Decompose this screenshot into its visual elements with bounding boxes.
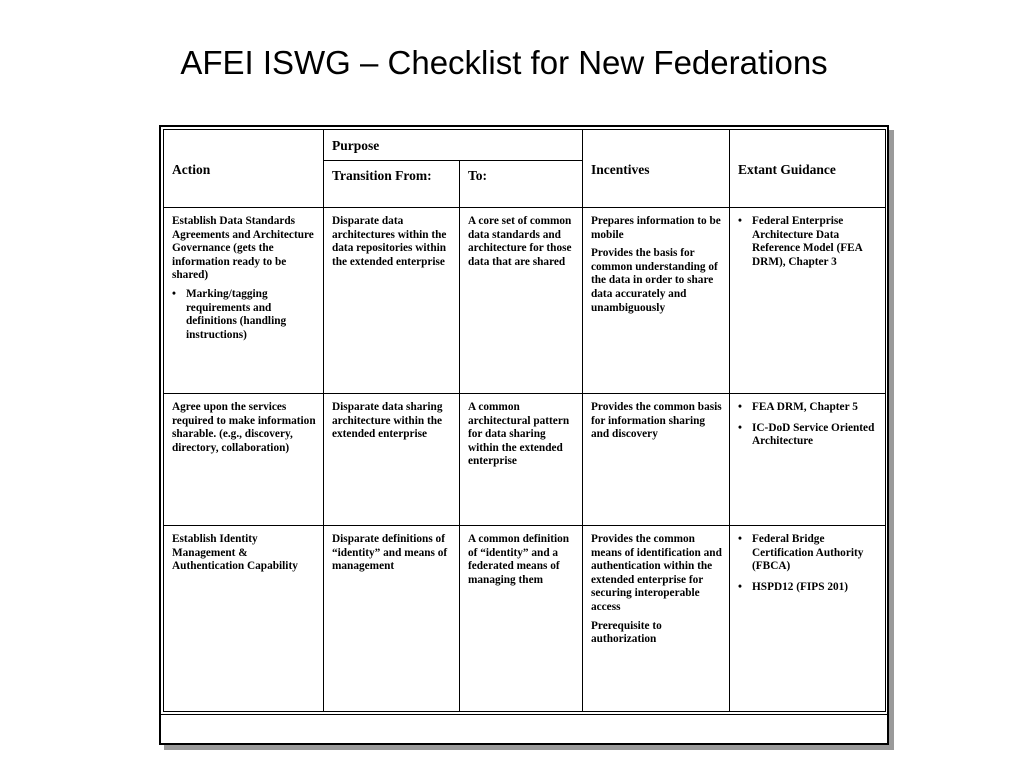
incentives-cell (583, 394, 730, 526)
incentive-text: Provides the common basis for information sharing and discovery (591, 401, 722, 441)
incentive-text: Provides the common means of identification and authentication within the extended enterprise for securing interoperable access (591, 533, 722, 613)
guidance-item: • FEA DRM, Chapter 5 (738, 401, 879, 415)
header-purpose: Purpose (324, 130, 583, 161)
guidance-list (738, 533, 879, 594)
action-cell: Agree upon the services required to make information sharable. (e.g., discovery, directory, collaboration) (164, 394, 324, 526)
checklist-table-frame (159, 125, 889, 745)
action-text: Establish Data Standards Agreements and Architecture Governance (gets the information ready to be shared) (172, 215, 314, 282)
guidance-item: • HSPD12 (FIPS 201) (738, 581, 879, 595)
incentive-text: Prepares information to be mobile (591, 215, 721, 241)
header-incentives: Incentives (583, 130, 730, 208)
guidance-list (738, 215, 879, 269)
incentive-text: Prerequisite to authorization (591, 619, 662, 646)
action-cell (164, 208, 324, 394)
transition-from-cell: Disparate definitions of “identity” and means of management (324, 526, 460, 712)
guidance-list (738, 401, 879, 449)
header-action: Action (164, 130, 324, 208)
incentive-text: Provides the basis for common understanding of the data in order to share data accurately and unambiguously (591, 247, 718, 314)
table-row (164, 526, 886, 712)
guidance-cell (730, 208, 886, 394)
guidance-item: • Federal Bridge Certification Authority (FBCA) (738, 533, 879, 574)
to-cell: A common definition of “identity” and a federated means of managing them (460, 526, 583, 712)
transition-from-cell: Disparate data sharing architecture within the extended enterprise (324, 394, 460, 526)
to-cell: A common architectural pattern for data sharing within the extended enterprise (460, 394, 583, 526)
action-bullet-list (172, 288, 317, 342)
guidance-item: • IC-DoD Service Oriented Architecture (738, 422, 879, 449)
slide-title: AFEI ISWG – Checklist for New Federations (180, 44, 828, 81)
incentives-cell (583, 208, 730, 394)
to-cell: A core set of common data standards and architecture for those data that are shared (460, 208, 583, 394)
table-empty-bottom-row (161, 714, 887, 743)
action-cell: Establish Identity Management & Authentication Capability (164, 526, 324, 712)
guidance-item: • Federal Enterprise Architecture Data Reference Model (FEA DRM), Chapter 3 (738, 215, 879, 269)
header-to: To: (460, 161, 583, 208)
guidance-cell (730, 394, 886, 526)
checklist-table (163, 129, 886, 712)
guidance-cell (730, 526, 886, 712)
header-transition-from: Transition From: (324, 161, 460, 208)
header-extant-guidance: Extant Guidance (730, 130, 886, 208)
table-row (164, 394, 886, 526)
transition-from-cell: Disparate data architectures within the data repositories within the extended enterprise (324, 208, 460, 394)
incentives-cell (583, 526, 730, 712)
action-bullet: • Marking/tagging requirements and definitions (handling instructions) (172, 288, 317, 342)
table-row (164, 208, 886, 394)
